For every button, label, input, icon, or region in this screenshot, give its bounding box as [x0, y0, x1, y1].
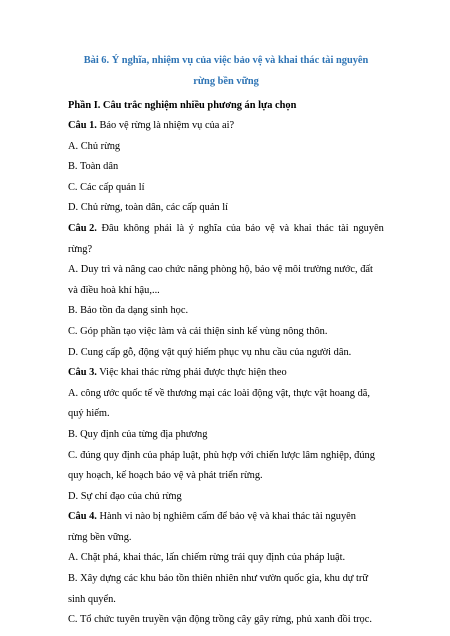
question-3-option-c-continued: quy hoạch, kế hoạch bảo vệ và phát triển rừng.	[68, 470, 263, 482]
question-3-option-b: B. Quy định của từng địa phương	[68, 428, 208, 440]
question-1-text: Bảo vệ rừng là nhiệm vụ của ai?	[99, 120, 235, 131]
question-2-word: Đâu	[101, 222, 119, 234]
question-3-stem	[68, 363, 384, 384]
question-4-option-b-continued: sinh quyển.	[68, 593, 116, 605]
question-4-stem-continued: rừng bền vững.	[68, 531, 132, 543]
question-2-option-a: A. Duy trì và nâng cao chức năng phòng hộ, bảo vệ môi trường nước, đất	[68, 264, 373, 276]
question-2-word: khai	[293, 222, 312, 234]
question-4-option-a: A. Chặt phá, khai thác, lấn chiếm rừng trái quy định của pháp luật.	[68, 552, 346, 564]
question-2-word: của	[226, 222, 241, 234]
question-2-stem-continued: rừng?	[68, 243, 93, 255]
question-3-option-a: A. công ước quốc tế về thương mại các loài động vật, thực vật hoang dã,	[68, 387, 370, 399]
question-1-option-a: A. Chủ rừng	[68, 140, 121, 152]
question-2-word: bảo	[245, 222, 261, 234]
question-2-word: nghĩa	[198, 222, 222, 234]
question-2-label: Câu 2.	[68, 222, 97, 234]
question-1-option-c: C. Các cấp quản lí	[68, 181, 145, 193]
question-2	[68, 219, 384, 363]
question-2-word: nguyên	[353, 222, 384, 234]
question-4-stem	[68, 507, 384, 528]
question-1	[68, 116, 384, 219]
question-1-stem	[68, 116, 384, 137]
question-3-text: Việc khai thác rừng phải được thực hiện theo	[99, 367, 287, 379]
lesson-title	[68, 50, 384, 92]
question-1-label: Câu 1.	[68, 120, 97, 131]
question-2-stem	[68, 219, 384, 240]
question-1-option-b: B. Toàn dân	[68, 161, 119, 173]
question-2-word: tài	[338, 222, 349, 234]
lesson-title-line-2: rừng bền vững	[193, 76, 259, 87]
question-2-word: và	[279, 222, 290, 234]
question-4-text: Hành vi nào bị nghiêm cấm để bảo vệ và khai thác tài nguyên	[99, 511, 356, 523]
section-heading: Phần I. Câu trắc nghiệm nhiều phương án lựa chọn	[68, 100, 297, 111]
question-3-option-d: D. Sự chỉ đạo của chủ rừng	[68, 490, 182, 502]
question-2-word: là	[176, 222, 185, 234]
question-2-option-c: C. Góp phần tạo việc làm và cải thiện sinh kế vùng nông thôn.	[68, 325, 328, 337]
question-2-option-b: B. Bảo tồn đa dạng sinh học.	[68, 305, 189, 317]
document-page	[68, 50, 384, 631]
question-4-option-c: C. Tổ chức tuyên truyền vận động trồng cây gây rừng, phủ xanh đồi trọc.	[68, 614, 372, 626]
lesson-title-line-1: Bài 6. Ý nghĩa, nhiệm vụ của việc bảo vệ và khai thác tài nguyên	[83, 55, 369, 66]
question-3-option-c: C. đúng quy định của pháp luật, phù hợp với chiến lược lâm nghiệp, đúng	[68, 449, 375, 461]
question-3	[68, 363, 384, 507]
question-2-option-d: D. Cung cấp gỗ, động vật quý hiếm phục vụ nhu cầu của người dân.	[68, 346, 352, 358]
question-4-label: Câu 4.	[68, 511, 97, 523]
question-2-option-a-continued: và điều hoà khí hậu,...	[68, 284, 160, 296]
question-3-option-a-continued: quý hiếm.	[68, 408, 110, 420]
question-2-word: vệ	[264, 222, 275, 234]
question-2-word: thác	[316, 222, 334, 234]
question-4	[68, 507, 384, 631]
question-3-label: Câu 3.	[68, 367, 97, 379]
question-1-option-d: D. Chủ rừng, toàn dân, các cấp quản lí	[68, 202, 228, 214]
question-2-word: phải	[154, 222, 172, 234]
question-2-word: không	[123, 222, 150, 234]
question-4-option-b: B. Xây dựng các khu bảo tồn thiên nhiên như vườn quốc gia, khu dự trữ	[68, 573, 369, 585]
question-2-word: ý	[188, 222, 194, 234]
